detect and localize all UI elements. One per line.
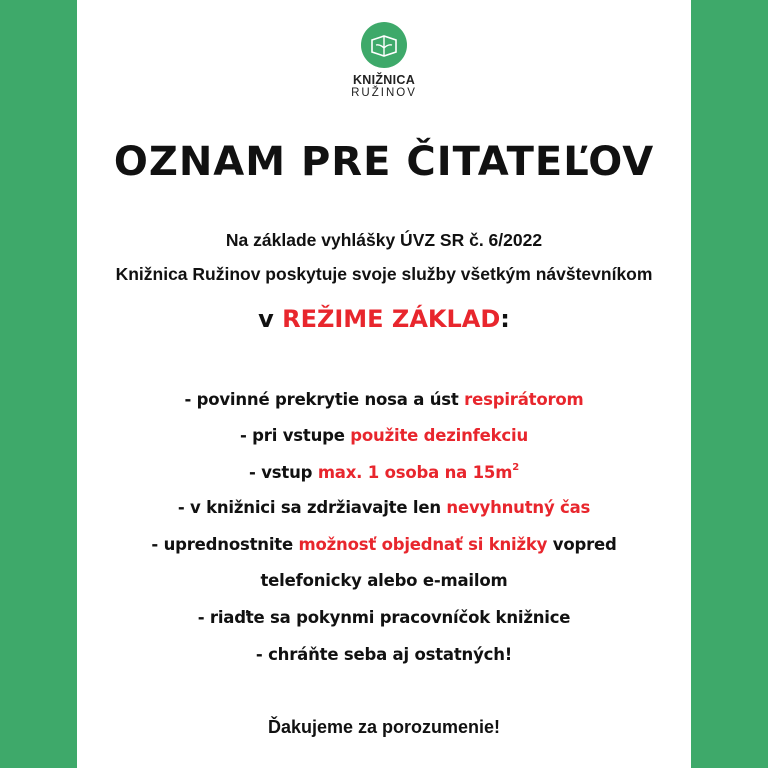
- intro-line-2: Knižnica Ružinov poskytuje svoje služby všetkým návštevníkom: [115, 264, 653, 284]
- logo-name: KNIŽNICA: [352, 73, 416, 87]
- library-logo: [77, 22, 691, 100]
- rule-item: [77, 645, 691, 664]
- rule-item: [77, 462, 691, 482]
- rule-highlight: [318, 463, 519, 482]
- superscript: 2: [512, 462, 519, 473]
- rule-text: - uprednostnite: [151, 535, 299, 554]
- rule-text: - pri vstupe: [239, 426, 351, 445]
- thanks-text: Ďakujeme za porozumenie!: [267, 717, 501, 737]
- rule-text: - riaďte sa pokynmi pracovníčok knižnice: [197, 608, 571, 627]
- rule-text: - v knižnici sa zdržiavajte len: [177, 498, 447, 517]
- rule-item: [77, 426, 691, 445]
- rule-item: [77, 498, 691, 517]
- page-title: OZNAM PRE ČITATEĽOV: [113, 139, 655, 185]
- regime-prefix: v: [258, 305, 283, 333]
- rule-highlight: možnosť objednať si knižky: [298, 535, 548, 554]
- regime-heading: [77, 305, 691, 333]
- rule-text: - vstup: [249, 463, 318, 482]
- regime-highlight: REŽIME ZÁKLAD: [282, 305, 501, 333]
- rule-item: [77, 390, 691, 409]
- rule-text-after: vopred: [547, 535, 617, 554]
- intro-line-1: Na základe vyhlášky ÚVZ SR č. 6/2022: [225, 230, 543, 250]
- rule-text: telefonicky alebo e-mailom: [260, 571, 508, 590]
- logo-subtitle: RUŽINOV: [351, 87, 417, 99]
- book-icon: [361, 22, 407, 68]
- rule-item: [77, 535, 691, 554]
- regime-suffix: :: [500, 305, 510, 333]
- notice-panel: [77, 0, 691, 768]
- rule-text: - povinné prekrytie nosa a úst: [184, 390, 465, 409]
- rule-text: - chráňte seba aj ostatných!: [255, 645, 513, 664]
- rule-highlight-text: max. 1 osoba na 15m: [317, 463, 513, 482]
- rule-item: [77, 571, 691, 590]
- rule-highlight: respirátorom: [464, 390, 584, 409]
- rule-item: [77, 608, 691, 627]
- rule-highlight: nevyhnutný čas: [446, 498, 591, 517]
- rule-highlight: použite dezinfekciu: [350, 426, 529, 445]
